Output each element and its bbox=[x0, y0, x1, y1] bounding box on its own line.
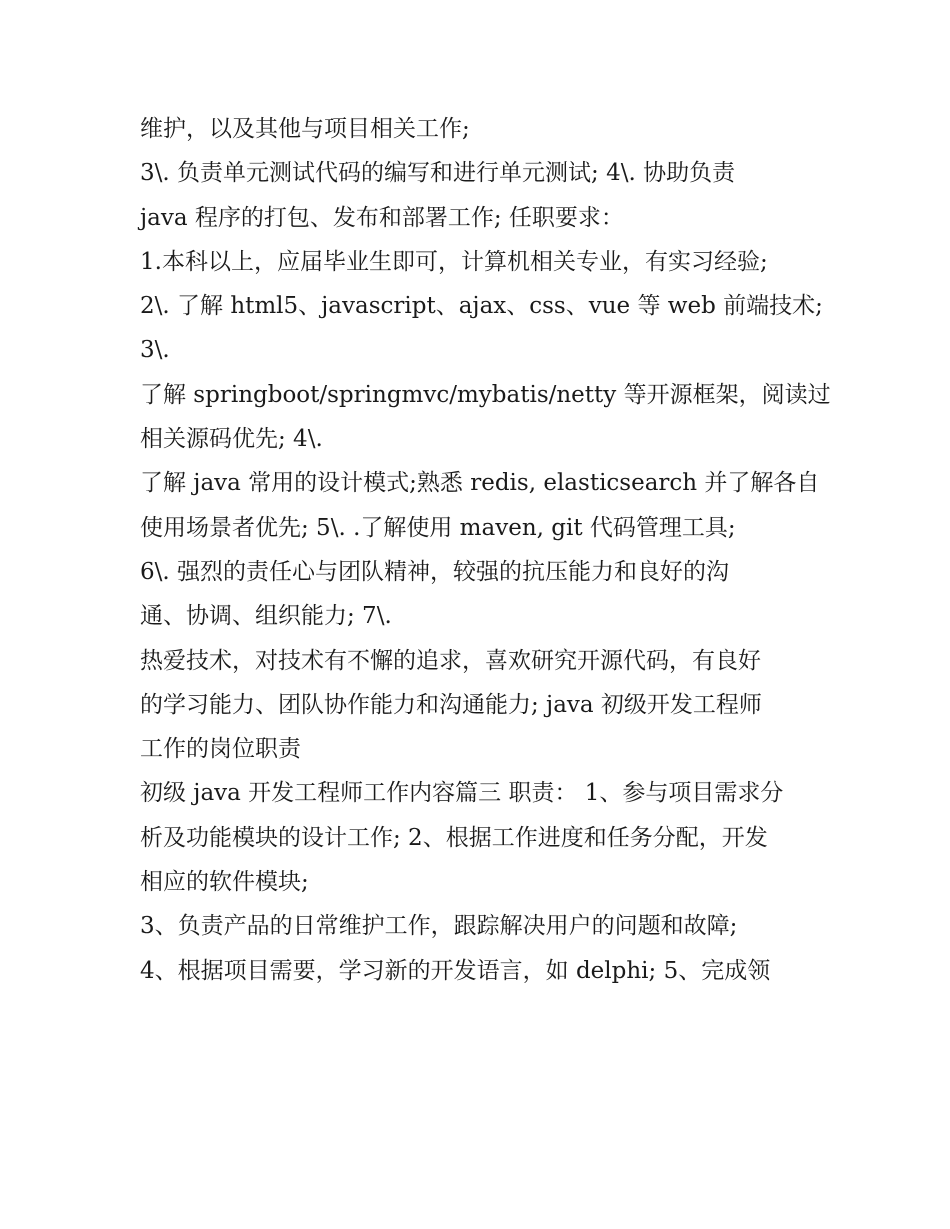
text-line: 3、负责产品的日常维护工作，跟踪解决用户的问题和故障; bbox=[140, 913, 738, 940]
text-line: 的学习能力、团队协作能力和沟通能力; java 初级开发工程师 bbox=[140, 691, 762, 718]
text-line: 3\. bbox=[140, 337, 170, 364]
text-line: 使用场景者优先; 5\. .了解使用 maven, git 代码管理工具; bbox=[140, 514, 736, 541]
text-line: 热爱技术，对技术有不懈的追求，喜欢研究开源代码，有良好 bbox=[140, 647, 761, 674]
text-line: 3\. 负责单元测试代码的编写和进行单元测试; 4\. 协助负责 bbox=[140, 160, 736, 187]
text-line: java 程序的打包、发布和部署工作; 任职要求： bbox=[140, 204, 624, 231]
text-line: 析及功能模块的设计工作; 2、根据工作进度和任务分配，开发 bbox=[140, 824, 768, 851]
text-line: 2\. 了解 html5、javascript、ajax、css、vue 等 web 前端技术; bbox=[140, 293, 823, 320]
text-line: 相应的软件模块; bbox=[140, 869, 309, 896]
text-line: 工作的岗位职责 bbox=[140, 736, 301, 763]
text-line: 维护，以及其他与项目相关工作; bbox=[140, 116, 470, 142]
text-line: 6\. 强烈的责任心与团队精神，较强的抗压能力和良好的沟 bbox=[140, 558, 730, 585]
text-line: 相关源码优先; 4\. bbox=[140, 426, 323, 453]
text-line: 了解 java 常用的设计模式;熟悉 redis, elasticsearch 并了解各自 bbox=[140, 470, 820, 497]
text-line: 4、根据项目需要，学习新的开发语言，如 delphi; 5、完成领 bbox=[140, 957, 771, 984]
text-line: 1.本科以上，应届毕业生即可，计算机相关专业，有实习经验; bbox=[140, 248, 768, 275]
text-line: 初级 java 开发工程师工作内容篇三 职责： 1、参与项目需求分 bbox=[140, 780, 784, 807]
text-line: 通、协调、组织能力; 7\. bbox=[140, 603, 392, 630]
document-body bbox=[140, 107, 831, 993]
text-line: 了解 springboot/springmvc/mybatis/netty 等开源框架，阅读过 bbox=[140, 381, 831, 408]
